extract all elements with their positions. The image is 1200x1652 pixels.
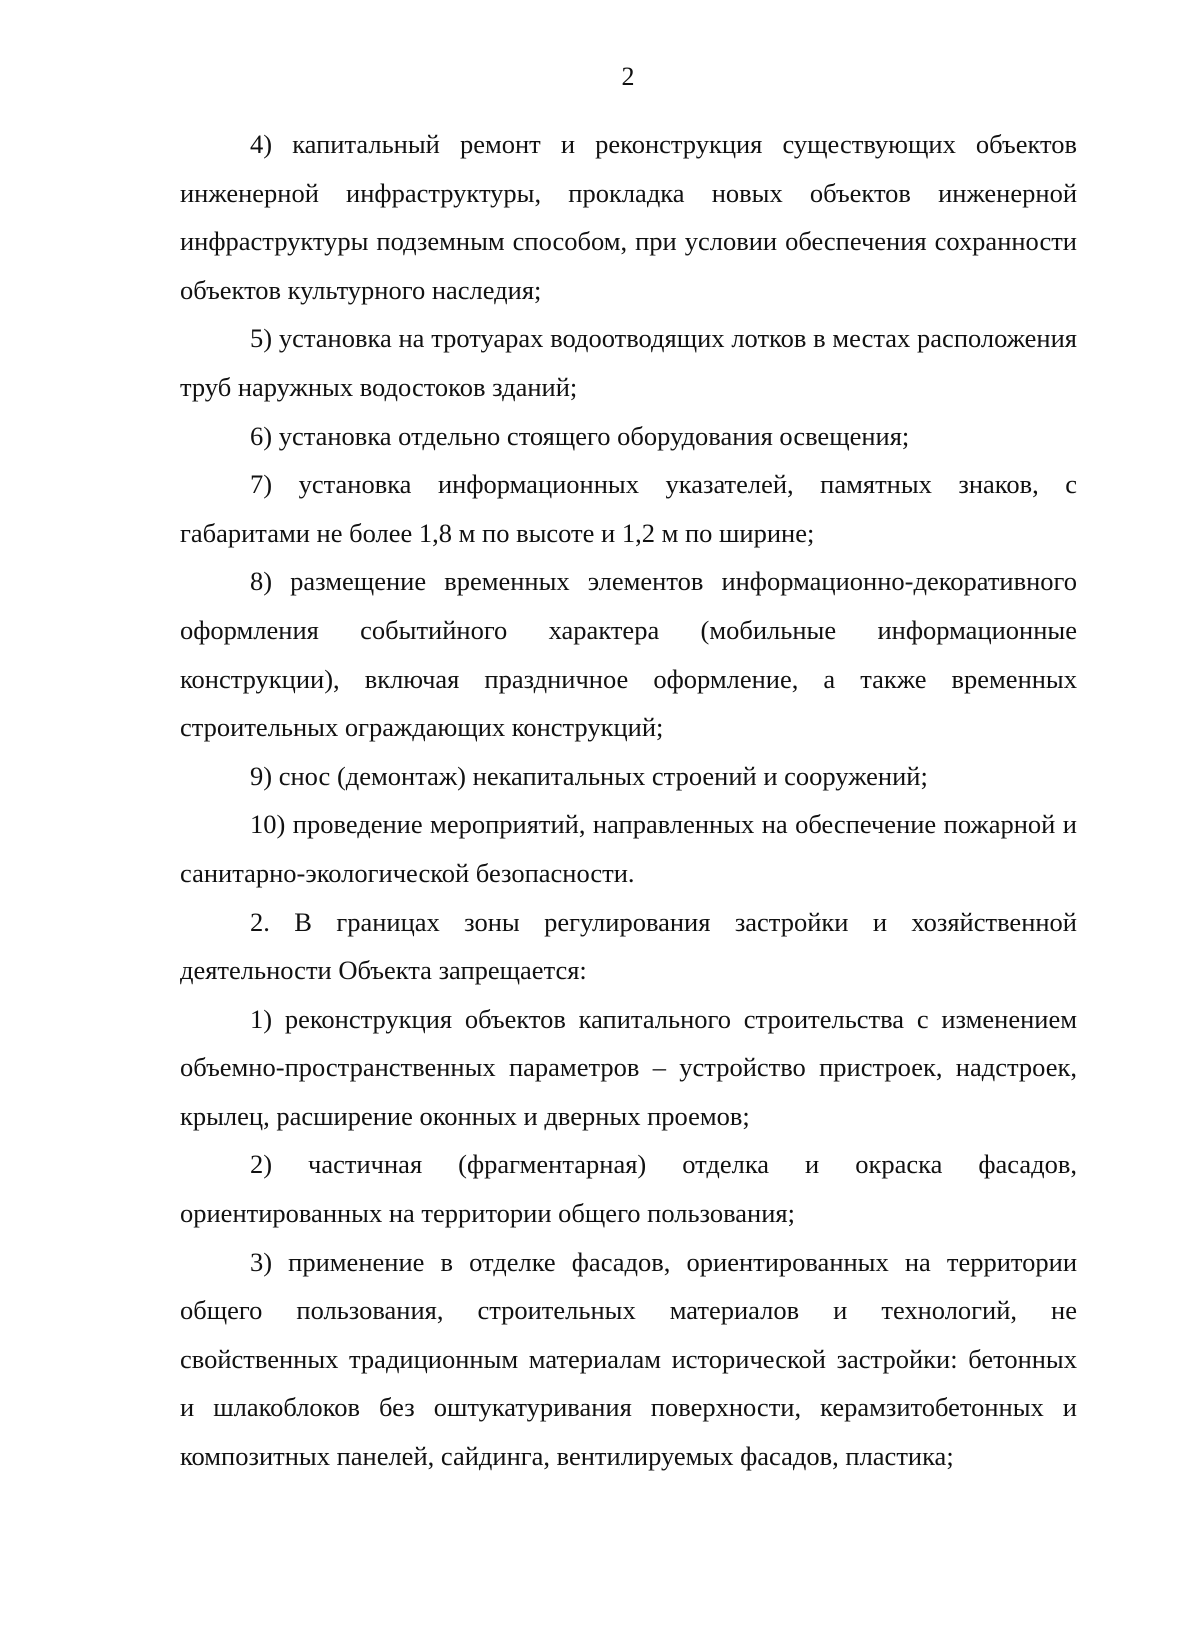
section-2-heading: 2. В границах зоны регулирования застройки и хозяйственной деятельности Объекта запрещается: xyxy=(180,906,1077,986)
paragraph-item-7: 7) установка информационных указателей, памятных знаков, с габаритами не более 1,8 м по высоте и 1,2 м по ширине; xyxy=(180,469,1077,548)
document-body xyxy=(180,120,1077,1481)
page-number: 2 xyxy=(621,62,635,91)
paragraph-item-4: 4) капитальный ремонт и реконструкция существующих объектов инженерной инфраструктуры, прокладка новых объектов инженерной инфраструктуры подземным способом, при условии обеспечения сохранности объектов культурного наследия; xyxy=(180,129,1077,305)
paragraph-item-6: 6) установка отдельно стоящего оборудования освещения; xyxy=(250,420,910,451)
paragraph-item-5: 5) установка на тротуарах водоотводящих лотков в местах расположения труб наружных водостоков зданий; xyxy=(180,323,1077,402)
paragraph-prohibited-1: 1) реконструкция объектов капитального строительства с изменением объемно-пространственных параметров – устройство пристроек, надстроек, крылец, расширение оконных и дверных проемов; xyxy=(180,1003,1077,1131)
paragraph-prohibited-2: 2) частичная (фрагментарная) отделка и окраска фасадов, ориентированных на территории общего пользования; xyxy=(180,1149,1077,1229)
paragraph-item-8: 8) размещение временных элементов информационно-декоративного оформления событийного характера (мобильные информационные конструкции), включая праздничное оформление, а также временных строительных ограждающих конструкций; xyxy=(180,566,1077,743)
paragraph-prohibited-3: 3) применение в отделке фасадов, ориентированных на территории общего пользования, строительных материалов и технологий, не свойственных традиционным материалам исторической застройки: бетонных и шлакоблоков без оштукатуривания поверхности, керамзитобетонных и композитных панелей, сайдинга, вентилируемых фасадов, пластика; xyxy=(180,1246,1077,1472)
paragraph-item-9: 9) снос (демонтаж) некапитальных строений и сооружений; xyxy=(250,760,928,791)
paragraph-item-10: 10) проведение мероприятий, направленных на обеспечение пожарной и санитарно-экологической безопасности. xyxy=(180,809,1077,888)
